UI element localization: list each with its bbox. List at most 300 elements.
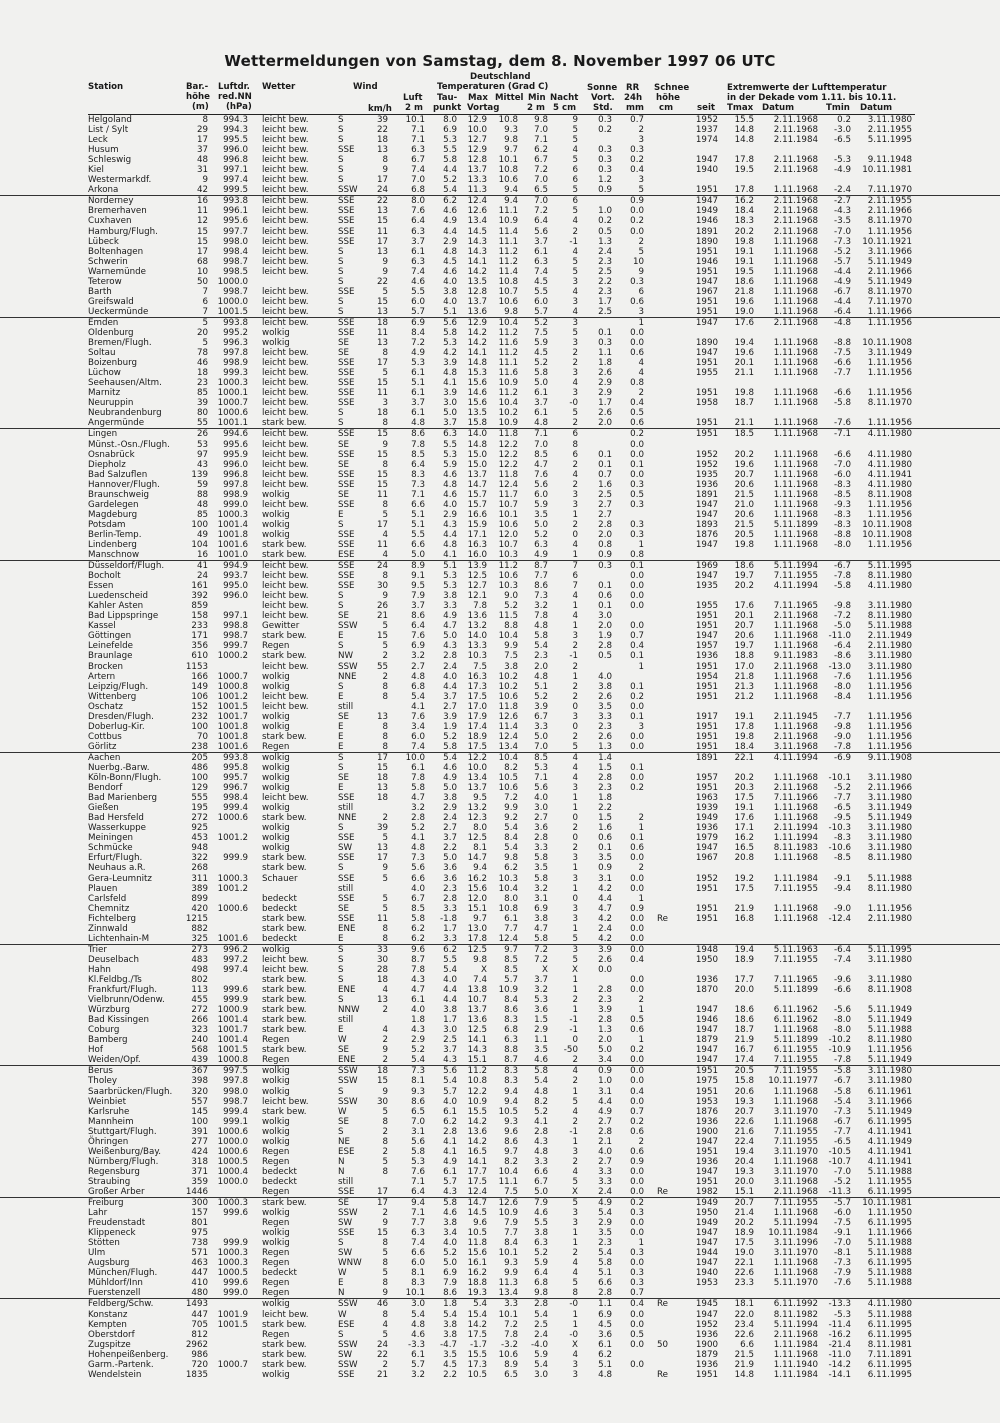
dew-point: 4.8 <box>443 539 457 550</box>
precipitation: 0.0 <box>630 1055 644 1066</box>
wind-direction: SSW <box>338 1339 358 1350</box>
max-temp-yesterday: 16.3 <box>467 671 487 682</box>
min-temp-2m: 5.9 <box>534 1349 548 1360</box>
extreme-tmin: -4.9 <box>834 276 851 287</box>
dew-point: 4.4 <box>443 985 457 996</box>
air-temp: 3.1 <box>411 1126 425 1137</box>
min-temp-2m: 5.9 <box>534 1258 548 1269</box>
pressure: 1000.3 <box>217 873 248 884</box>
barometer-height: 1493 <box>185 1299 208 1310</box>
table-row <box>0 1268 1000 1278</box>
min-temp-5cm: 3 <box>572 944 578 955</box>
header-temp-luft-2: 2 m <box>405 103 423 113</box>
station-name: Husum <box>88 145 119 156</box>
station-name: Erfurt/Flugh. <box>88 853 143 864</box>
extreme-tmax: 18.5 <box>734 429 754 440</box>
station-name: Hohenpeißenberg. <box>88 1349 169 1360</box>
barometer-height: 389 <box>191 883 208 894</box>
precipitation: 10 <box>632 256 644 267</box>
pressure: 999.5 <box>223 185 248 196</box>
air-temp: 5.1 <box>411 378 425 389</box>
record-since: 1975 <box>695 1076 718 1087</box>
mean-temp: 8.4 <box>504 833 518 844</box>
max-temp-yesterday: 7.4 <box>473 974 487 985</box>
min-temp-5cm: -1 <box>569 1015 578 1026</box>
table-row <box>0 581 1000 591</box>
extreme-tmin-date: 6.11.1995 <box>867 1116 912 1127</box>
sunshine-hours: 1.2 <box>598 175 612 186</box>
extreme-tmin-date: 1.11.1956 <box>867 499 912 510</box>
min-temp-2m: 7.2 <box>534 206 548 217</box>
wind-speed: 8 <box>382 1278 388 1289</box>
table-row <box>0 934 1000 944</box>
min-temp-5cm: 3 <box>572 631 578 642</box>
mean-temp: 8.6 <box>504 1005 518 1016</box>
min-temp-5cm: 3 <box>572 276 578 287</box>
dew-point: 5.8 <box>443 1198 457 1209</box>
record-since: 1936 <box>695 651 718 662</box>
station-name: Nuerbg.-Barw. <box>88 763 150 773</box>
mean-temp: 10.7 <box>498 286 518 297</box>
max-temp-yesterday: 14.2 <box>467 327 487 338</box>
wind-direction: still <box>338 1176 354 1187</box>
extreme-tmax-date: 1.11.1968 <box>773 671 818 682</box>
sunshine-hours: 2.8 <box>598 1288 612 1299</box>
table-row <box>0 1055 1000 1065</box>
weather: stark bew. <box>262 418 307 429</box>
extreme-tmin: -11.3 <box>828 1186 851 1197</box>
wind-direction: SSE <box>338 368 355 379</box>
dew-point: 5.9 <box>443 459 457 470</box>
min-temp-5cm: 1 <box>572 923 578 934</box>
extreme-tmax-date: 1.11.1968 <box>773 913 818 924</box>
mean-temp: 7.9 <box>504 1218 518 1229</box>
air-temp: 4.3 <box>411 1025 425 1036</box>
weather: wolkig <box>262 721 290 732</box>
mean-temp: 10.1 <box>498 509 518 520</box>
table-row <box>0 510 1000 520</box>
extreme-tmax-date: 1.11.1968 <box>773 296 818 307</box>
barometer-height: 1835 <box>185 1369 208 1380</box>
wind-speed: 5 <box>382 368 388 379</box>
extreme-tmin: -7.4 <box>834 954 851 965</box>
air-temp: 7.4 <box>411 1238 425 1249</box>
wind-direction: SSE <box>338 206 355 217</box>
station-name: Wittenberg <box>88 691 137 702</box>
min-temp-5cm: 4 <box>572 1166 578 1177</box>
max-temp-yesterday: 15.6 <box>467 883 487 894</box>
table-row <box>0 631 1000 641</box>
wind-direction: S <box>338 306 344 317</box>
table-row <box>0 722 1000 732</box>
pressure: 999.7 <box>223 641 248 652</box>
extreme-tmax: 18.6 <box>734 561 754 572</box>
mean-temp: 13.4 <box>498 1288 518 1299</box>
pressure: 1001.4 <box>217 1035 248 1046</box>
dew-point: 2.7 <box>443 701 457 712</box>
extreme-tmax-date: 1.11.1968 <box>773 266 818 277</box>
mean-temp: 10.8 <box>498 115 518 125</box>
precipitation: 0.0 <box>630 1359 644 1370</box>
pressure: 995.9 <box>223 449 248 460</box>
sunshine-hours: 2.3 <box>598 1238 612 1249</box>
precipitation: 0.2 <box>630 155 644 166</box>
extreme-tmax-date: 2.11.1968 <box>773 783 818 794</box>
record-since: 1954 <box>695 671 718 682</box>
min-temp-2m: 9.8 <box>534 115 548 125</box>
sunshine-hours: 1.7 <box>598 398 612 409</box>
extreme-tmin-date: 7.11.1970 <box>867 296 912 307</box>
min-temp-2m: 3.8 <box>534 913 548 924</box>
weather: leicht bew. <box>262 317 309 328</box>
sunshine-hours: 2.3 <box>598 995 612 1006</box>
weather: leicht bew. <box>262 661 309 672</box>
barometer-height: 41 <box>196 561 208 572</box>
dew-point: 5.7 <box>443 1176 457 1187</box>
precipitation: 1 <box>638 1035 644 1046</box>
dew-point: 2.4 <box>443 813 457 824</box>
extreme-tmin: -7.0 <box>834 226 851 237</box>
sunshine-hours: 4.7 <box>598 903 612 914</box>
extreme-tmax: 18.4 <box>734 206 754 217</box>
min-temp-2m: 4.7 <box>534 459 548 470</box>
min-temp-5cm: 4 <box>572 611 578 622</box>
sunshine-hours: 3.0 <box>598 611 612 622</box>
min-temp-5cm: 0 <box>572 529 578 540</box>
wind-direction: SE <box>338 439 350 450</box>
station-name: Leck <box>88 135 108 146</box>
min-temp-2m: 2.8 <box>534 1126 548 1137</box>
precipitation: 0.3 <box>630 1268 644 1279</box>
dew-point: 4.0 <box>443 1096 457 1107</box>
extreme-tmin: -10.5 <box>828 1146 851 1157</box>
extreme-tmin: -7.1 <box>834 429 851 440</box>
table-row <box>0 742 1000 752</box>
air-temp: 4.9 <box>411 348 425 359</box>
station-name: Bremerhaven <box>88 206 147 217</box>
barometer-height: 68 <box>196 256 208 267</box>
table-row <box>0 165 1000 175</box>
extreme-tmin-date: 3.11.1980 <box>867 954 912 965</box>
precipitation: 0.0 <box>630 741 644 752</box>
weather: leicht bew. <box>262 581 309 592</box>
extreme-tmax: 22.6 <box>734 1329 754 1340</box>
barometer-height: 882 <box>191 923 208 934</box>
table-row <box>0 662 1000 672</box>
sunshine-hours: 3.9 <box>598 944 612 955</box>
min-temp-2m: 7.1 <box>534 135 548 146</box>
wind-direction: SE <box>338 459 350 470</box>
min-temp-5cm: 4 <box>572 216 578 227</box>
dew-point: 4.3 <box>443 519 457 530</box>
extreme-tmin-date: 5.11.1988 <box>867 1025 912 1036</box>
wind-speed: 2 <box>382 671 388 682</box>
barometer-height: 325 <box>191 933 208 944</box>
min-temp-5cm: 5 <box>572 155 578 166</box>
weather: stark bew. <box>262 631 307 642</box>
dew-point: 6.2 <box>443 196 457 207</box>
min-temp-2m: 3.5 <box>534 863 548 874</box>
sunshine-hours: 4.2 <box>598 933 612 944</box>
record-since: 1947 <box>695 499 718 510</box>
precipitation: 0.2 <box>630 1116 644 1127</box>
header-bar-2: höhe <box>186 92 210 102</box>
max-temp-yesterday: 10.0 <box>467 125 487 136</box>
extreme-tmin-date: 1.11.1956 <box>867 418 912 429</box>
record-since: 1949 <box>695 1198 718 1209</box>
min-temp-2m: 6.3 <box>534 256 548 267</box>
station-name: Lindenberg <box>88 539 137 550</box>
station-name: Öhringen <box>88 1136 129 1147</box>
extreme-tmax: 22.1 <box>734 752 754 763</box>
extreme-tmax: 18.6 <box>734 1015 754 1026</box>
precipitation: 1 <box>638 539 644 550</box>
wind-speed: 18 <box>376 408 388 419</box>
extreme-tmax-date: 1.11.1984 <box>773 1339 818 1350</box>
extreme-tmax: 17.8 <box>734 721 754 732</box>
mean-temp: 11.6 <box>498 338 518 349</box>
extreme-tmin-date: 1.11.1966 <box>867 306 912 317</box>
extreme-tmax: 22.6 <box>734 1116 754 1127</box>
table-row <box>0 884 1000 894</box>
record-since: 1951 <box>695 1146 718 1157</box>
barometer-height: 483 <box>191 954 208 965</box>
extreme-tmax-date: 1.11.1968 <box>773 276 818 287</box>
air-temp: 10.0 <box>405 752 425 763</box>
wind-direction: SSE <box>338 499 355 510</box>
weather: leicht bew. <box>262 155 309 166</box>
wind-direction: SSE <box>338 429 355 440</box>
max-temp-yesterday: 13.8 <box>467 985 487 996</box>
max-temp-yesterday: 12.4 <box>467 196 487 207</box>
weather: Regen <box>262 1055 290 1066</box>
mean-temp: 10.5 <box>498 773 518 784</box>
wind-speed: 22 <box>376 196 388 207</box>
sunshine-hours: 2.9 <box>598 1218 612 1229</box>
precipitation: 0.6 <box>630 1126 644 1137</box>
barometer-height: 17 <box>196 246 208 257</box>
weather: wolkig <box>262 944 290 955</box>
sunshine-hours: 0.3 <box>598 115 612 125</box>
extreme-tmax: 18.6 <box>734 276 754 287</box>
mean-temp: 9.4 <box>504 196 518 207</box>
barometer-height: 46 <box>196 358 208 369</box>
max-temp-yesterday: 15.7 <box>467 489 487 500</box>
pressure: 1000.6 <box>217 408 248 419</box>
max-temp-yesterday: 12.5 <box>467 944 487 955</box>
extreme-tmax: 19.6 <box>734 348 754 359</box>
min-temp-5cm: 4 <box>572 1106 578 1117</box>
extreme-tmin: -9.8 <box>834 601 851 612</box>
extreme-tmax: 18.8 <box>734 651 754 662</box>
weather: wolkig <box>262 1369 290 1380</box>
wind-speed: 13 <box>376 306 388 317</box>
pressure: 1001.4 <box>217 1015 248 1026</box>
wind-speed: 15 <box>376 429 388 440</box>
mean-temp: 9.9 <box>504 641 518 652</box>
extreme-tmax-date: 7.11.1966 <box>773 793 818 804</box>
extreme-tmin: -5.3 <box>834 155 851 166</box>
record-since: 1947 <box>695 1025 718 1036</box>
weather: bedeckt <box>262 1166 297 1177</box>
extreme-tmax-date: 3.11.1996 <box>773 1238 818 1249</box>
station-name: Göttingen <box>88 631 132 642</box>
max-temp-yesterday: 13.7 <box>467 783 487 794</box>
pressure: 993.8 <box>223 196 248 207</box>
dew-point: 6.1 <box>443 1106 457 1117</box>
min-temp-2m: 3.0 <box>534 1369 548 1380</box>
wind-direction: S <box>338 823 344 834</box>
weather: wolkig <box>262 529 290 540</box>
extreme-tmax: 21.9 <box>734 1359 754 1370</box>
dew-point: 5.8 <box>443 741 457 752</box>
table-row <box>0 1218 1000 1228</box>
dew-point: 3.9 <box>443 388 457 399</box>
precipitation: 0.6 <box>630 296 644 307</box>
dew-point: 8.6 <box>443 1288 457 1299</box>
air-temp: 4.7 <box>411 985 425 996</box>
wind-speed: 26 <box>376 601 388 612</box>
min-temp-5cm: 4 <box>572 763 578 773</box>
extreme-tmax-date: 5.11.1963 <box>773 944 818 955</box>
station-name: Wasserkuppe <box>88 823 146 834</box>
record-since: 1957 <box>695 773 718 784</box>
sunshine-hours: 1.8 <box>598 793 612 804</box>
max-temp-yesterday: 14.1 <box>467 256 487 267</box>
barometer-height: 205 <box>191 752 208 763</box>
barometer-height: 129 <box>191 783 208 794</box>
barometer-height: 720 <box>191 1359 208 1370</box>
barometer-height: 48 <box>196 155 208 166</box>
wind-direction: NE <box>338 1136 350 1147</box>
table-row <box>0 651 1000 661</box>
mean-temp: 9.8 <box>504 306 518 317</box>
table-row <box>0 175 1000 185</box>
barometer-height: 11 <box>196 206 208 217</box>
table-row <box>0 267 1000 277</box>
wind-direction: SSE <box>338 145 355 156</box>
extreme-tmax: 22.1 <box>734 1258 754 1269</box>
extreme-tmin-date: 1.11.1956 <box>867 509 912 520</box>
barometer-height: 139 <box>191 469 208 480</box>
wind-speed: 8 <box>382 923 388 934</box>
min-temp-2m: 7.1 <box>534 429 548 440</box>
air-temp: 5.6 <box>411 863 425 874</box>
wind-speed: 18 <box>376 1066 388 1077</box>
table-row <box>0 924 1000 934</box>
max-temp-yesterday: 14.2 <box>467 1136 487 1147</box>
min-temp-5cm: 4 <box>572 306 578 317</box>
record-since: 1939 <box>695 803 718 814</box>
dew-point: 5.5 <box>443 439 457 450</box>
mean-temp: 8.6 <box>504 1136 518 1147</box>
precipitation: 0.0 <box>630 985 644 996</box>
max-temp-yesterday: 15.0 <box>467 449 487 460</box>
region-group <box>0 318 1000 430</box>
table-row <box>0 863 1000 873</box>
dew-point: 2.8 <box>443 893 457 904</box>
wind-speed: 13 <box>376 206 388 217</box>
wind-direction: S <box>338 954 344 965</box>
extreme-tmin-date: 3.11.1980 <box>867 974 912 985</box>
dew-point: 1.9 <box>443 721 457 732</box>
max-temp-yesterday: 10.0 <box>467 763 487 773</box>
min-temp-2m: 5.5 <box>534 286 548 297</box>
sunshine-hours: 2.3 <box>598 783 612 794</box>
mean-temp: 12.6 <box>498 1198 518 1209</box>
extreme-tmax: 14.8 <box>734 135 754 146</box>
table-row <box>0 975 1000 985</box>
dew-point: 5.3 <box>443 449 457 460</box>
min-temp-5cm: 2 <box>572 691 578 702</box>
min-temp-2m: -4.0 <box>531 1339 548 1350</box>
weather: leicht bew. <box>262 306 309 317</box>
pressure: 999.0 <box>223 1288 248 1299</box>
wind-direction: E <box>338 1025 344 1036</box>
extreme-tmin-date: 2.11.1949 <box>867 631 912 642</box>
barometer-height: 392 <box>191 591 208 602</box>
dew-point: 4.0 <box>443 671 457 682</box>
max-temp-yesterday: 14.7 <box>467 1198 487 1209</box>
precipitation: 0.4 <box>630 398 644 409</box>
extreme-tmin: -10.2 <box>828 1035 851 1046</box>
dew-point: 3.9 <box>443 358 457 369</box>
sunshine-hours: 1.7 <box>598 296 612 307</box>
record-since: 1952 <box>695 115 718 125</box>
pressure: 996.2 <box>223 944 248 955</box>
max-temp-yesterday: 14.3 <box>467 1045 487 1056</box>
pressure: 1000.0 <box>217 1176 248 1187</box>
min-temp-2m: 8.7 <box>534 561 548 572</box>
extreme-tmax-date: 1.11.1984 <box>773 873 818 884</box>
max-temp-yesterday: 13.6 <box>467 1015 487 1026</box>
extreme-tmin-date: 5.11.1995 <box>867 135 912 146</box>
station-name: Essen <box>88 581 114 592</box>
station-name: Meiningen <box>88 833 134 844</box>
barometer-height: 272 <box>191 813 208 824</box>
record-since: 1947 <box>695 1166 718 1177</box>
extreme-tmax: 21.1 <box>734 368 754 379</box>
mean-temp: 12.2 <box>498 439 518 450</box>
mean-temp: 11.6 <box>498 368 518 379</box>
air-temp: 8.3 <box>411 1278 425 1289</box>
wind-speed: 4 <box>382 1025 388 1036</box>
min-temp-2m: 5.0 <box>534 731 548 742</box>
mean-temp: 10.4 <box>498 883 518 894</box>
dew-point: 5.5 <box>443 954 457 965</box>
wind-speed: 17 <box>376 358 388 369</box>
wind-speed: 2 <box>382 651 388 662</box>
record-since: 1952 <box>695 459 718 470</box>
extreme-tmin-date: 5.11.1949 <box>867 1015 912 1026</box>
extreme-tmin-date: 4.11.1949 <box>867 1136 912 1147</box>
extreme-tmax: 14.8 <box>734 1369 754 1380</box>
extreme-tmin: -7.8 <box>834 571 851 582</box>
wind-direction: SSE <box>338 529 355 540</box>
weather: leicht bew. <box>262 469 309 480</box>
pressure: 999.9 <box>223 1238 248 1249</box>
station-name: Brocken <box>88 661 124 672</box>
min-temp-2m: 2.0 <box>534 661 548 672</box>
wind-speed: 8 <box>382 459 388 470</box>
table-row <box>0 1238 1000 1248</box>
sunshine-hours: 3.6 <box>598 1329 612 1340</box>
min-temp-5cm: 3 <box>572 783 578 794</box>
extreme-tmin: -6.7 <box>834 1076 851 1087</box>
mean-temp: 10.8 <box>498 165 518 176</box>
extreme-tmax: 20.5 <box>734 529 754 540</box>
wind-speed: 2 <box>382 1208 388 1219</box>
